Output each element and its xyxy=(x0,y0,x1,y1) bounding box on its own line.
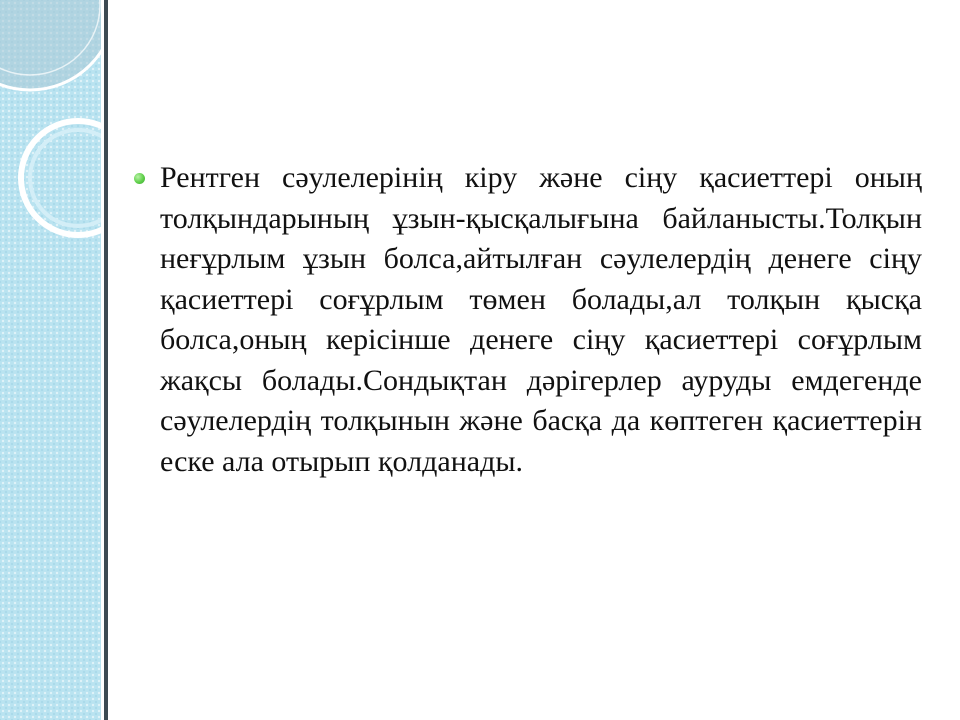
bullet-dot-icon xyxy=(134,173,145,184)
decorative-circles-graphic xyxy=(0,0,108,300)
content-area xyxy=(132,158,922,482)
bullet-text: Рентген сәулелерінің кіру және сіңу қасиеттері оның толқындарының ұзын-қысқалығына байланысты.Толқын неғұрлым ұзын болса,айтылған сәулелердің денеге сіңу қасиеттері соғұрлым төмен болады,ал толқын қысқа болса,оның керісінше денеге сіңу қасиеттері соғұрлым жақсы болады.Сондықтан дәрігерлер ауруды емдегенде сәулелердің толқынын және басқа да көптеген қасиеттерін еске ала отырып қолданады. xyxy=(160,161,922,478)
side-edge-border xyxy=(104,0,108,720)
bullet-item xyxy=(132,158,922,482)
outline-ring-inner-shape xyxy=(30,130,108,226)
large-circle-shape xyxy=(0,0,108,90)
outline-ring-shape xyxy=(21,121,108,235)
